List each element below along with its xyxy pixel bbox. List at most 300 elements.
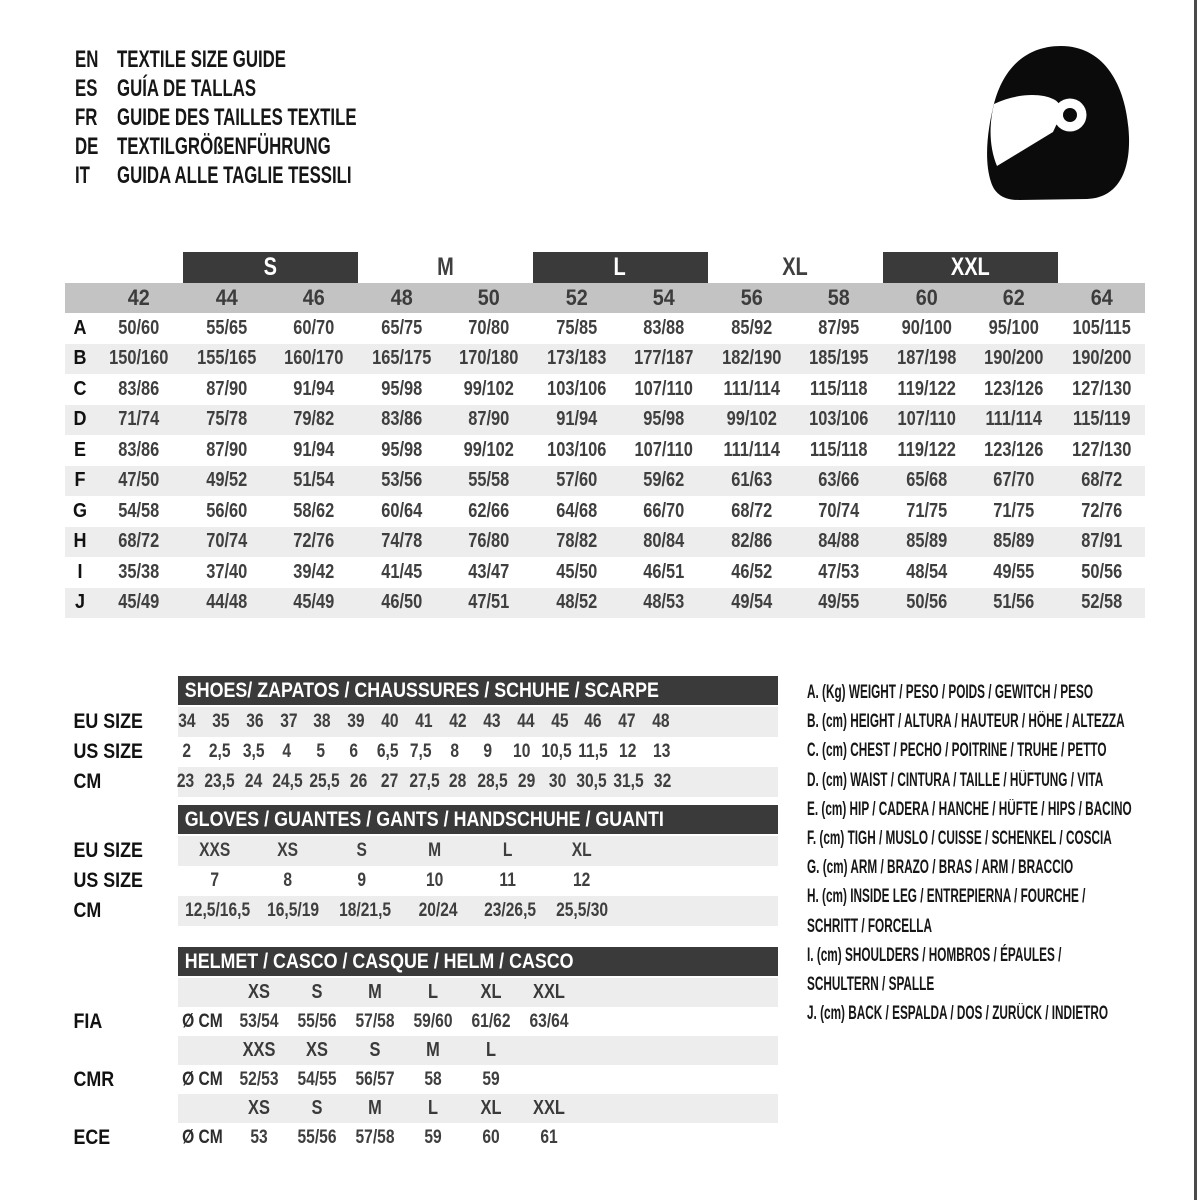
shoes-row (65, 767, 778, 797)
value-cell: 23 (176, 771, 195, 792)
value-cell: 11 (499, 870, 517, 891)
measure-value: 68/72 (1080, 469, 1122, 492)
language-row (75, 132, 459, 161)
helmet-value-row (65, 1007, 778, 1036)
value-cell: 8 (450, 741, 459, 762)
measure-value: 123/126 (984, 438, 1044, 461)
legend-item: C. (cm) CHEST / PECHO / POITRINE / TRUHE / PETTO (807, 740, 1107, 762)
measure-value: 85/89 (905, 530, 947, 553)
measure-value: 56/60 (205, 499, 247, 522)
shoes-size-table (65, 676, 778, 797)
legend-item: D. (cm) WAIST / CINTURA / TAILLE / HÜFTUNG / VITA (807, 769, 1104, 791)
value-cell: 44 (516, 711, 535, 732)
helmet-size-label: XS (248, 1097, 270, 1119)
helmet-size-header-row (65, 978, 778, 1007)
row-strip (178, 1007, 778, 1036)
language-code: FR (75, 103, 98, 131)
measure-value: 50/56 (1080, 560, 1122, 583)
value-cell: S (356, 840, 367, 861)
measure-value: 99/102 (463, 377, 514, 400)
measure-value: 76/80 (468, 530, 510, 553)
size-group-m (358, 252, 533, 283)
measure-value: 111/114 (722, 377, 780, 400)
guide-title: GUIDE DES TAILLES TEXTILE (117, 103, 357, 131)
measure-value: 190/200 (984, 347, 1044, 370)
visor-pivot-dot (1063, 108, 1077, 122)
language-row (75, 103, 459, 132)
measure-row-h (65, 527, 1145, 558)
size-headers (178, 1036, 582, 1065)
value-cell: 6 (349, 741, 359, 762)
measure-value: 70/74 (205, 530, 247, 553)
legend-item: SCHRITT / FORCELLA (807, 915, 932, 937)
value-cell: 30,5 (576, 771, 607, 792)
measure-row-label: F (74, 469, 86, 492)
value-cell: 41 (415, 711, 433, 732)
measure-row-a (65, 313, 1145, 344)
value-cell: XXS (199, 840, 231, 861)
measure-row-label: J (74, 591, 86, 614)
language-code: ES (75, 74, 98, 102)
measure-value: 119/122 (897, 438, 956, 461)
row-values (170, 707, 678, 737)
row-strip (178, 1094, 778, 1123)
guide-title: GUIDA ALLE TAGLIE TESSILI (117, 161, 352, 189)
value-cell: 34 (178, 711, 196, 732)
value-cell: 35 (212, 711, 230, 732)
row-label: CM (73, 899, 102, 922)
measure-value: 61/63 (730, 469, 772, 492)
legend-item: J. (cm) BACK / ESPALDA / DOS / ZURÜCK / INDIETRO (807, 1003, 1109, 1025)
measure-value: 170/180 (459, 347, 519, 370)
measure-value: 83/86 (118, 377, 160, 400)
measure-value: 48/53 (643, 591, 685, 614)
measure-value: 58/62 (293, 499, 335, 522)
measure-value: 99/102 (463, 438, 514, 461)
value-cell: 7,5 (410, 741, 432, 762)
value-cell: 2 (182, 741, 192, 762)
value-cell: 61 (540, 1126, 558, 1148)
helmet-title: HELMET / CASCO / CASQUE / HELM / CASCO (184, 949, 574, 973)
language-code: DE (75, 132, 99, 160)
measure-value: 71/74 (118, 408, 160, 431)
right-border-line (1194, 0, 1197, 1200)
measure-value: 72/76 (293, 530, 335, 553)
value-cell: 57/58 (355, 1010, 395, 1032)
size-group-xl (708, 252, 883, 283)
measure-value: 182/190 (721, 347, 781, 370)
measure-row-label: I (77, 560, 83, 583)
measure-value: 99/102 (726, 408, 777, 431)
measure-value: 68/72 (118, 530, 160, 553)
value-cell: 9 (356, 870, 366, 891)
value-cell: 23,5 (204, 771, 235, 792)
gloves-row (65, 836, 778, 866)
value-cell: 47 (618, 711, 636, 732)
measure-value: 111/114 (985, 408, 1043, 431)
value-cell: 31,5 (613, 771, 644, 792)
size-column-header: 56 (740, 285, 763, 310)
helmet-size-label: XS (248, 981, 270, 1003)
size-values (178, 1123, 582, 1152)
measure-value: 87/90 (205, 438, 247, 461)
measure-value: 75/78 (205, 408, 247, 431)
guide-title: TEXTILE SIZE GUIDE (117, 45, 286, 73)
value-cell: 29 (517, 771, 535, 792)
value-cell: 57/58 (355, 1126, 395, 1148)
row-strip (178, 1123, 778, 1152)
size-group-label: S (263, 253, 277, 281)
value-cell: 48 (652, 711, 670, 732)
size-headers (178, 978, 582, 1007)
legend-item: H. (cm) INSIDE LEG / ENTREPIERNA / FOURCHE / (807, 886, 1086, 908)
measure-value: 47/50 (118, 469, 160, 492)
row-label: EU SIZE (73, 710, 143, 733)
measure-row-g (65, 496, 1145, 527)
helmet-size-label: XS (306, 1039, 328, 1061)
value-cell: 37 (279, 711, 298, 732)
helmet-size-header-row (65, 1036, 778, 1065)
row-label: CM (73, 770, 102, 793)
measurement-legend (807, 678, 1197, 1028)
helmet-size-table (65, 947, 778, 1152)
measure-value: 52/58 (1080, 591, 1122, 614)
measure-value: 95/98 (643, 408, 685, 431)
value-cell: 25,5/30 (555, 900, 608, 921)
measure-value: 39/42 (293, 560, 335, 583)
helmet-size-label: L (427, 981, 439, 1003)
legend-item: B. (cm) HEIGHT / ALTURA / HAUTEUR / HÖHE / ALTEZZA (807, 711, 1125, 733)
measure-value: 155/165 (196, 347, 256, 370)
value-cell: 53/54 (239, 1010, 279, 1032)
legend-item: F. (cm) TIGH / MUSLO / CUISSE / SCHENKEL / COSCIA (807, 828, 1112, 850)
measure-row-label: G (72, 499, 88, 522)
measure-value: 47/51 (468, 591, 510, 614)
value-cell: 24,5 (272, 771, 303, 792)
size-column-header: 64 (1090, 285, 1113, 310)
value-cell: 40 (381, 711, 399, 732)
language-code: EN (75, 45, 99, 73)
value-cell: 61/62 (471, 1010, 511, 1032)
row-strip (178, 896, 778, 926)
legend-item: A. (Kg) WEIGHT / PESO / POIDS / GEWITCH / PESO (807, 682, 1094, 703)
row-strip (178, 707, 778, 737)
measure-value: 85/89 (993, 530, 1035, 553)
value-cell: 30 (548, 771, 566, 792)
helmet-size-label: L (485, 1039, 497, 1061)
helmet-size-label: S (311, 1097, 323, 1119)
legend-item: E. (cm) HIP / CADERA / HANCHE / HÜFTE / HIPS / BACINO (807, 798, 1132, 820)
measure-value: 50/60 (118, 316, 160, 339)
value-cell: 36 (245, 711, 264, 732)
value-cell: 45 (550, 711, 569, 732)
measure-row-label: B (73, 347, 87, 370)
measure-value: 57/60 (555, 469, 597, 492)
measure-value: 87/90 (468, 408, 510, 431)
measure-value: 107/110 (897, 408, 956, 431)
measure-value: 103/106 (546, 438, 606, 461)
row-values (170, 767, 678, 797)
row-values (178, 836, 618, 866)
value-cell: 27,5 (408, 771, 440, 792)
size-column-header: 42 (127, 285, 150, 310)
value-cell: 3,5 (242, 741, 265, 762)
size-column-header: 52 (565, 285, 588, 310)
row-label: EU SIZE (73, 839, 143, 862)
measure-row-label: A (73, 316, 87, 339)
measure-value: 91/94 (293, 377, 335, 400)
value-cell: 12 (619, 741, 637, 762)
value-cell: 4 (282, 741, 292, 762)
standard-label: ECE (73, 1125, 111, 1149)
measure-value: 91/94 (293, 438, 335, 461)
language-row (75, 161, 459, 190)
row-strip (178, 866, 778, 896)
shoes-title-bar (178, 676, 778, 705)
row-strip (178, 1036, 778, 1065)
spacer (65, 1036, 161, 1065)
measure-value: 83/86 (118, 438, 160, 461)
standard-label: CMR (73, 1067, 115, 1091)
legend-item: SCHULTERN / SPALLE (807, 974, 935, 996)
measure-value: 51/56 (993, 591, 1035, 614)
measure-value: 115/119 (1072, 408, 1130, 431)
measure-value: 83/88 (643, 316, 685, 339)
size-group-l (533, 252, 708, 283)
measure-row-d (65, 405, 1145, 436)
measure-value: 45/49 (118, 591, 160, 614)
diameter-unit: Ø CM (182, 1126, 223, 1148)
measure-value: 43/47 (468, 560, 510, 583)
size-values (178, 1065, 582, 1094)
size-column-header: 44 (215, 285, 238, 310)
measure-value: 35/38 (118, 560, 160, 583)
helmet-size-label: M (368, 1097, 382, 1119)
measure-value: 60/64 (380, 499, 422, 522)
measure-value: 51/54 (293, 469, 335, 492)
helmet-size-label: S (311, 981, 323, 1003)
value-cell: 27 (381, 771, 399, 792)
measure-value: 71/75 (905, 499, 947, 522)
value-cell: 9 (483, 741, 493, 762)
measure-value: 70/74 (818, 499, 860, 522)
row-strip (178, 836, 778, 866)
measure-value: 115/118 (810, 438, 868, 461)
helmet-value-row (65, 1123, 778, 1152)
measure-value: 49/55 (818, 591, 860, 614)
measure-value: 83/86 (380, 408, 422, 431)
size-values (178, 1007, 582, 1036)
value-cell: 28,5 (476, 771, 508, 792)
measure-value: 95/98 (380, 438, 422, 461)
size-column-header: 50 (477, 285, 500, 310)
value-cell: 18/21,5 (339, 900, 392, 921)
size-column-header: 60 (915, 285, 938, 310)
value-cell: 46 (584, 711, 602, 732)
spacer (65, 1094, 161, 1123)
size-group-s (183, 252, 358, 283)
language-row (75, 45, 459, 74)
measure-value: 105/115 (1072, 316, 1131, 339)
row-strip (178, 978, 778, 1007)
measure-value: 177/187 (634, 347, 694, 370)
row-values (170, 737, 678, 767)
measure-value: 115/118 (810, 377, 868, 400)
diameter-unit: Ø CM (182, 1010, 223, 1032)
size-group-label: L (613, 253, 627, 281)
measure-value: 65/68 (905, 469, 947, 492)
row-values (178, 896, 618, 926)
size-group-label: M (436, 253, 454, 281)
value-cell: 8 (283, 870, 293, 891)
value-cell: 55/56 (297, 1126, 337, 1148)
size-headers (178, 1094, 582, 1123)
measure-value: 87/90 (205, 377, 247, 400)
measure-value: 55/58 (468, 469, 510, 492)
measure-value: 54/58 (118, 499, 160, 522)
value-cell: 58 (424, 1068, 442, 1090)
measure-value: 160/170 (284, 347, 344, 370)
helmet-title-bar (178, 947, 778, 976)
measure-value: 111/114 (722, 438, 780, 461)
measure-row-i (65, 557, 1145, 588)
gloves-title: GLOVES / GUANTES / GANTS / HANDSCHUHE / GUANTI (184, 807, 664, 831)
value-cell: XL (571, 840, 592, 861)
size-group-label: XXL (950, 253, 990, 281)
value-cell: 6,5 (376, 741, 399, 762)
racing-helmet-icon (983, 42, 1135, 204)
measure-value: 75/85 (555, 316, 597, 339)
measure-value: 187/198 (896, 347, 956, 370)
gloves-row (65, 896, 778, 926)
value-cell: 24 (245, 771, 263, 792)
value-cell: 39 (347, 711, 365, 732)
measure-value: 68/72 (730, 499, 772, 522)
legend-item: I. (cm) SHOULDERS / HOMBROS / ÉPAULES / (807, 944, 1062, 966)
value-cell: 28 (449, 771, 467, 792)
value-cell: 12,5/16,5 (185, 900, 251, 921)
measure-value: 53/56 (380, 469, 422, 492)
measure-value: 74/78 (380, 530, 422, 553)
measure-value: 107/110 (634, 377, 693, 400)
measure-value: 103/106 (809, 408, 869, 431)
size-group-row (65, 252, 1145, 283)
measure-value: 119/122 (897, 377, 956, 400)
value-cell: 12 (572, 870, 590, 891)
value-cell: 56/57 (355, 1068, 395, 1090)
measure-row-j (65, 588, 1145, 619)
size-group-label: XL (782, 253, 808, 281)
measure-value: 44/48 (205, 591, 247, 614)
helmet-size-label: XXS (242, 1039, 276, 1061)
legend-item: G. (cm) ARM / BRAZO / BRAS / ARM / BRACCIO (807, 857, 1074, 879)
measure-value: 65/75 (380, 316, 422, 339)
measure-value: 64/68 (555, 499, 597, 522)
value-cell: 11,5 (578, 741, 608, 762)
value-cell: 32 (653, 771, 672, 792)
measure-value: 41/45 (380, 560, 422, 583)
value-cell: 54/55 (297, 1068, 337, 1090)
value-cell: 25,5 (309, 771, 340, 792)
measure-value: 103/106 (546, 377, 606, 400)
value-cell: 2,5 (209, 741, 232, 762)
row-strip (178, 767, 778, 797)
value-cell: 20/24 (418, 900, 458, 921)
value-cell: 52/53 (239, 1068, 279, 1090)
size-group-xxl (883, 252, 1058, 283)
helmet-size-label: M (426, 1039, 440, 1061)
helmet-size-label: L (427, 1097, 439, 1119)
value-cell: 10,5 (541, 741, 572, 762)
measure-value: 46/50 (380, 591, 422, 614)
textile-size-table (65, 252, 1145, 618)
measure-value: 185/195 (809, 347, 869, 370)
helmet-size-label: S (369, 1039, 381, 1061)
row-label: US SIZE (73, 869, 143, 892)
measure-value: 49/54 (730, 591, 772, 614)
measure-value: 46/51 (643, 560, 685, 583)
row-strip (178, 737, 778, 767)
size-column-header: 62 (1002, 285, 1025, 310)
helmet-value-row (65, 1065, 778, 1094)
measure-value: 85/92 (730, 316, 772, 339)
measure-value: 91/94 (555, 408, 597, 431)
value-cell: M (428, 840, 442, 861)
gloves-size-table (65, 805, 778, 926)
measure-value: 49/55 (993, 560, 1035, 583)
measure-value: 127/130 (1071, 438, 1131, 461)
row-strip (178, 1065, 778, 1094)
size-column-header: 46 (302, 285, 325, 310)
value-cell: 5 (316, 741, 325, 762)
measure-value: 48/52 (555, 591, 597, 614)
measure-value: 79/82 (293, 408, 335, 431)
value-cell: XS (277, 840, 299, 861)
measure-value: 37/40 (205, 560, 247, 583)
helmet-size-label: XL (480, 981, 502, 1003)
measure-value: 78/82 (555, 530, 597, 553)
gloves-title-bar (178, 805, 778, 834)
spacer (65, 252, 183, 283)
size-column-header: 48 (390, 285, 413, 310)
measure-value: 46/52 (730, 560, 772, 583)
measure-value: 45/50 (555, 560, 597, 583)
value-cell: 26 (350, 771, 368, 792)
value-cell: L (503, 840, 513, 861)
measure-value: 48/54 (905, 560, 947, 583)
value-cell: 13 (652, 741, 670, 762)
language-code: IT (75, 161, 90, 189)
gloves-row (65, 866, 778, 896)
measure-value: 59/62 (643, 469, 685, 492)
measure-value: 62/66 (468, 499, 510, 522)
value-cell: 38 (313, 711, 332, 732)
measure-row-c (65, 374, 1145, 405)
measure-value: 150/160 (109, 347, 169, 370)
measure-value: 123/126 (984, 377, 1044, 400)
measure-value: 70/80 (468, 316, 510, 339)
measure-value: 63/66 (818, 469, 860, 492)
measure-value: 47/53 (818, 560, 860, 583)
measure-row-label: H (73, 530, 87, 553)
measure-value: 80/84 (643, 530, 685, 553)
helmet-size-label: XL (480, 1097, 502, 1119)
helmet-size-label: M (368, 981, 382, 1003)
measure-value: 95/100 (988, 316, 1039, 339)
row-values (178, 866, 618, 896)
measure-value: 84/88 (818, 530, 860, 553)
value-cell: 60 (482, 1126, 500, 1148)
